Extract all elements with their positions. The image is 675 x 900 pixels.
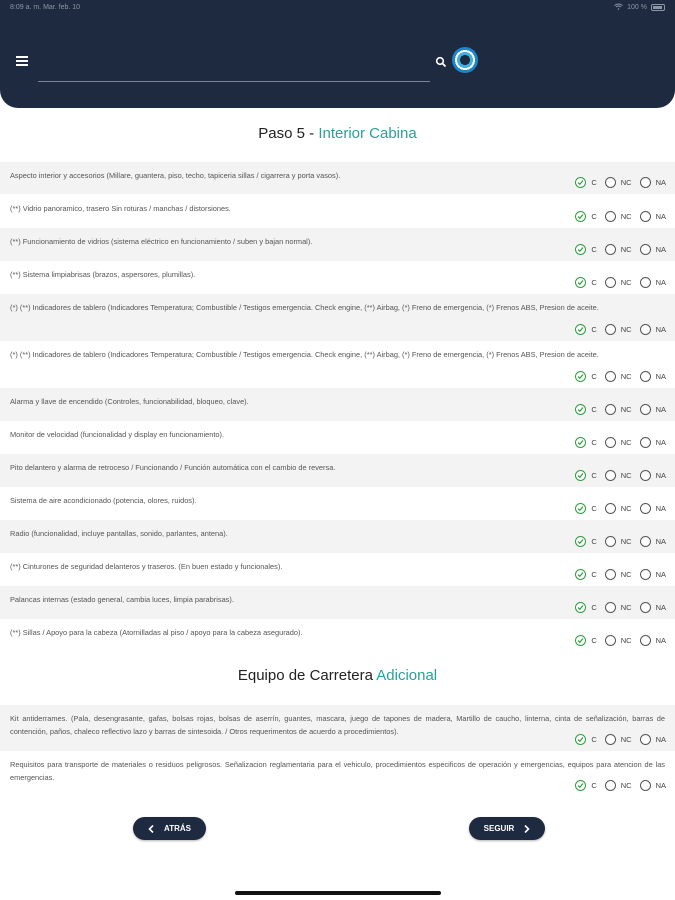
checklist-row: [0, 195, 675, 228]
radio-label-nc: NC: [620, 212, 632, 221]
radio-unchecked-icon[interactable]: [640, 437, 651, 448]
radio-checked-icon[interactable]: [575, 371, 586, 382]
radio-unchecked-icon[interactable]: [605, 277, 616, 288]
radio-label-na: NA: [655, 178, 666, 187]
radio-group: [567, 211, 666, 222]
wifi-icon: [614, 3, 623, 12]
radio-label-nc: NC: [620, 570, 632, 579]
radio-label-c: C: [591, 537, 597, 546]
radio-checked-icon[interactable]: [575, 244, 586, 255]
checklist-item-text: Radio (funcionalidad, incluye pantallas, sonido, parlantes, antena).: [10, 529, 228, 538]
radio-label-nc: NC: [620, 438, 632, 447]
radio-option-nc[interactable]: [605, 371, 632, 382]
search-icon[interactable]: [435, 56, 447, 68]
radio-label-nc: NC: [620, 735, 632, 744]
radio-checked-icon[interactable]: [575, 177, 586, 188]
radio-option-na[interactable]: [640, 734, 666, 745]
radio-option-nc[interactable]: [605, 780, 632, 791]
radio-label-na: NA: [655, 372, 666, 381]
checklist-row: [0, 487, 675, 520]
radio-label-na: NA: [655, 245, 666, 254]
checklist-row: [0, 520, 675, 553]
checklist-row: [0, 294, 675, 341]
radio-option-c[interactable]: [575, 734, 596, 745]
checklist-item-text: Requisitos para transporte de materiales o residuos peligrosos. Señalizacion reglamentaria para el vehiculo, procedimientos especificos de operación y emergencias, equipos para atencion de las emergencias.: [10, 760, 665, 782]
radio-option-nc[interactable]: [605, 470, 632, 481]
radio-option-nc[interactable]: [605, 602, 632, 613]
radio-option-na[interactable]: [640, 470, 666, 481]
radio-option-nc[interactable]: [605, 437, 632, 448]
radio-label-nc: NC: [620, 504, 632, 513]
checklist-row: [0, 586, 675, 619]
next-button-label: SEGUIR: [483, 824, 515, 833]
battery-icon: [651, 4, 665, 11]
radio-unchecked-icon[interactable]: [605, 569, 616, 580]
radio-unchecked-icon[interactable]: [640, 470, 651, 481]
radio-label-na: NA: [655, 212, 666, 221]
radio-unchecked-icon[interactable]: [640, 503, 651, 514]
radio-label-c: C: [591, 636, 597, 645]
radio-option-c[interactable]: [575, 635, 596, 646]
radio-option-na[interactable]: [640, 635, 666, 646]
extra-section-title: [0, 667, 675, 684]
radio-unchecked-icon[interactable]: [605, 470, 616, 481]
radio-unchecked-icon[interactable]: [640, 602, 651, 613]
checklist-row: [0, 388, 675, 421]
menu-icon[interactable]: [16, 56, 28, 66]
radio-option-na[interactable]: [640, 244, 666, 255]
checklist-row: [0, 553, 675, 586]
checklist-item-text: Aspecto interior y accesorios (Millare, guantera, piso, techo, tapiceria sillas / cigarrera y porta vasos).: [10, 171, 341, 180]
radio-option-c[interactable]: [575, 404, 596, 415]
radio-label-na: NA: [655, 438, 666, 447]
radio-option-c[interactable]: [575, 602, 596, 613]
radio-group: [567, 177, 666, 188]
checklist-row: [0, 751, 675, 797]
radio-label-c: C: [591, 781, 597, 790]
checklist-item-text: (**) Cinturones de seguridad delanteros y traseros. (En buen estado y funcionales).: [10, 562, 283, 571]
radio-group: [567, 437, 666, 448]
radio-group: [567, 635, 666, 646]
radio-option-nc[interactable]: [605, 536, 632, 547]
radio-group: [567, 277, 666, 288]
brand-logo[interactable]: [452, 47, 478, 73]
radio-unchecked-icon[interactable]: [605, 211, 616, 222]
radio-unchecked-icon[interactable]: [640, 569, 651, 580]
radio-group: [567, 569, 666, 580]
radio-option-c[interactable]: [575, 277, 596, 288]
radio-label-na: NA: [655, 570, 666, 579]
checklist-row: [0, 162, 675, 194]
back-button-label: ATRÁS: [164, 824, 191, 833]
radio-label-nc: NC: [620, 471, 632, 480]
radio-unchecked-icon[interactable]: [605, 177, 616, 188]
radio-option-na[interactable]: [640, 780, 666, 791]
radio-label-nc: NC: [620, 405, 632, 414]
radio-label-c: C: [591, 212, 597, 221]
radio-unchecked-icon[interactable]: [640, 536, 651, 547]
radio-option-nc[interactable]: [605, 635, 632, 646]
radio-option-nc[interactable]: [605, 277, 632, 288]
checklist-item-text: (*) (**) Indicadores de tablero (Indicadores Temperatura; Combustible / Testigos emergencia. Check engine, (**) Airbag, (*) Freno de emergencia, (*) Frenos ABS, Presion de aceite.: [10, 350, 599, 359]
radio-unchecked-icon[interactable]: [605, 324, 616, 335]
radio-option-nc[interactable]: [605, 177, 632, 188]
status-time: 8:09 a. m. Mar. feb. 10: [10, 4, 81, 11]
radio-label-c: C: [591, 372, 597, 381]
radio-label-na: NA: [655, 504, 666, 513]
radio-label-c: C: [591, 325, 597, 334]
checklist-item-text: Palancas internas (estado general, cambia luces, limpia parabrisas).: [10, 595, 234, 604]
checklist-item-text: Pito delantero y alarma de retroceso / Funcionando / Función automática con el cambio de reversa.: [10, 463, 336, 472]
radio-label-na: NA: [655, 325, 666, 334]
checklist-item-text: Kit antiderrames. (Pala, desengrasante, gafas, bolsas rojas, bolsas de aserrín, guantes, mascara, juego de tapones de madera, Martillo de caucho, linterna, cinta de señalización, barras de contención, paños, chaleco reflectivo lazo y barras de sintesoida. / Otros requerimentos de acuerdo a procedimientos).: [10, 714, 665, 736]
radio-unchecked-icon[interactable]: [640, 371, 651, 382]
extra-title-prefix: Equipo de Carretera: [237, 667, 377, 684]
radio-option-na[interactable]: [640, 324, 666, 335]
radio-option-c[interactable]: [575, 503, 596, 514]
radio-option-c[interactable]: [575, 177, 596, 188]
radio-label-c: C: [591, 471, 597, 480]
radio-group: [567, 404, 666, 415]
radio-checked-icon[interactable]: [575, 503, 586, 514]
radio-group: [567, 371, 666, 382]
checklist-row: [0, 454, 675, 487]
radio-unchecked-icon[interactable]: [605, 536, 616, 547]
radio-option-c[interactable]: [575, 536, 596, 547]
radio-label-c: C: [591, 178, 597, 187]
radio-label-c: C: [591, 504, 597, 513]
radio-option-na[interactable]: [640, 277, 666, 288]
radio-label-c: C: [591, 438, 597, 447]
status-right: [614, 3, 665, 12]
radio-option-na[interactable]: [640, 503, 666, 514]
radio-label-na: NA: [655, 471, 666, 480]
radio-label-na: NA: [655, 405, 666, 414]
radio-checked-icon[interactable]: [575, 635, 586, 646]
radio-option-na[interactable]: [640, 437, 666, 448]
radio-group: [567, 780, 666, 791]
radio-option-nc[interactable]: [605, 324, 632, 335]
step-title: [0, 125, 675, 142]
checklist-item-text: (**) Sillas / Apoyo para la cabeza (Atornilladas al piso / apoyo para la cabeza asegurado).: [10, 628, 303, 637]
radio-option-nc[interactable]: [605, 244, 632, 255]
radio-unchecked-icon[interactable]: [640, 404, 651, 415]
radio-label-c: C: [591, 245, 597, 254]
radio-option-c[interactable]: [575, 371, 596, 382]
checklist-item-text: (**) Vidrio panoramico, trasero Sin roturas / manchas / distorsiones.: [10, 204, 231, 213]
checklist-item-text: (**) Funcionamiento de vidrios (sistema eléctrico en funcionamiento / suben y bajan normal).: [10, 237, 313, 246]
radio-label-c: C: [591, 405, 597, 414]
app-header: [0, 0, 675, 108]
radio-label-nc: NC: [620, 372, 632, 381]
radio-checked-icon[interactable]: [575, 324, 586, 335]
checklist-item-text: Alarma y llave de encendido (Controles, funcionabilidad, bloqueo, clave).: [10, 397, 249, 406]
radio-option-c[interactable]: [575, 470, 596, 481]
radio-group: [567, 602, 666, 613]
radio-label-nc: NC: [620, 781, 632, 790]
radio-group: [567, 734, 666, 745]
radio-label-nc: NC: [620, 537, 632, 546]
radio-option-nc[interactable]: [605, 569, 632, 580]
radio-checked-icon[interactable]: [575, 602, 586, 613]
radio-unchecked-icon[interactable]: [640, 635, 651, 646]
radio-group: [567, 244, 666, 255]
radio-unchecked-icon[interactable]: [605, 371, 616, 382]
radio-unchecked-icon[interactable]: [605, 602, 616, 613]
radio-label-nc: NC: [620, 325, 632, 334]
radio-checked-icon[interactable]: [575, 470, 586, 481]
radio-unchecked-icon[interactable]: [640, 780, 651, 791]
checklist-item-text: Monitor de velocidad (funcionalidad y display en funcionamiento).: [10, 430, 225, 439]
radio-label-na: NA: [655, 537, 666, 546]
radio-label-nc: NC: [620, 245, 632, 254]
checklist-row: [0, 705, 675, 751]
radio-group: [567, 324, 666, 335]
radio-label-na: NA: [655, 735, 666, 744]
radio-unchecked-icon[interactable]: [605, 503, 616, 514]
radio-unchecked-icon[interactable]: [605, 734, 616, 745]
radio-label-c: C: [591, 570, 597, 579]
chevron-right-icon: [524, 825, 530, 833]
radio-option-na[interactable]: [640, 177, 666, 188]
radio-checked-icon[interactable]: [575, 780, 586, 791]
radio-label-na: NA: [655, 603, 666, 612]
radio-unchecked-icon[interactable]: [605, 404, 616, 415]
radio-unchecked-icon[interactable]: [605, 244, 616, 255]
checklist-item-text: (**) Sistema limpiabrisas (brazos, aspersores, plumillas).: [10, 270, 196, 279]
back-button[interactable]: [133, 817, 206, 840]
radio-option-c[interactable]: [575, 324, 596, 335]
checklist-row: [0, 261, 675, 294]
radio-option-c[interactable]: [575, 780, 596, 791]
radio-option-c[interactable]: [575, 211, 596, 222]
extra-title-accent: Adicional: [376, 667, 438, 684]
radio-checked-icon[interactable]: [575, 211, 586, 222]
checklist-row: [0, 619, 675, 652]
radio-label-c: C: [591, 735, 597, 744]
radio-option-na[interactable]: [640, 569, 666, 580]
radio-option-na[interactable]: [640, 404, 666, 415]
radio-option-na[interactable]: [640, 371, 666, 382]
radio-checked-icon[interactable]: [575, 277, 586, 288]
checklist-row: [0, 228, 675, 261]
radio-option-nc[interactable]: [605, 211, 632, 222]
checklist-item-text: (*) (**) Indicadores de tablero (Indicadores Temperatura; Combustible / Testigos emergencia. Check engine, (**) Airbag, (*) Freno de emergencia, (*) Frenos ABS, Presion de aceite.: [10, 303, 599, 312]
radio-label-nc: NC: [620, 636, 632, 645]
radio-label-nc: NC: [620, 603, 632, 612]
radio-group: [567, 536, 666, 547]
radio-unchecked-icon[interactable]: [605, 437, 616, 448]
search-input[interactable]: [38, 52, 430, 82]
radio-group: [567, 503, 666, 514]
radio-unchecked-icon[interactable]: [640, 277, 651, 288]
radio-label-nc: NC: [620, 178, 632, 187]
step-title-accent: Interior Cabina: [318, 125, 417, 142]
radio-label-c: C: [591, 603, 597, 612]
radio-option-nc[interactable]: [605, 404, 632, 415]
radio-unchecked-icon[interactable]: [640, 324, 651, 335]
radio-label-c: C: [591, 278, 597, 287]
radio-checked-icon[interactable]: [575, 404, 586, 415]
radio-option-c[interactable]: [575, 437, 596, 448]
radio-option-na[interactable]: [640, 602, 666, 613]
radio-option-c[interactable]: [575, 244, 596, 255]
radio-checked-icon[interactable]: [575, 734, 586, 745]
battery-percent: 100 %: [627, 4, 647, 11]
radio-unchecked-icon[interactable]: [640, 177, 651, 188]
home-indicator: [235, 891, 441, 895]
radio-checked-icon[interactable]: [575, 536, 586, 547]
radio-option-nc[interactable]: [605, 503, 632, 514]
radio-checked-icon[interactable]: [575, 569, 586, 580]
step-title-prefix: Paso 5 -: [258, 125, 319, 142]
radio-label-na: NA: [655, 278, 666, 287]
radio-unchecked-icon[interactable]: [640, 211, 651, 222]
next-button[interactable]: [469, 817, 545, 840]
radio-option-c[interactable]: [575, 569, 596, 580]
checklist-row: [0, 341, 675, 388]
radio-checked-icon[interactable]: [575, 437, 586, 448]
radio-unchecked-icon[interactable]: [605, 780, 616, 791]
radio-label-na: NA: [655, 781, 666, 790]
checklist-row: [0, 421, 675, 454]
radio-group: [567, 470, 666, 481]
radio-label-nc: NC: [620, 278, 632, 287]
radio-unchecked-icon[interactable]: [640, 244, 651, 255]
radio-unchecked-icon[interactable]: [605, 635, 616, 646]
radio-unchecked-icon[interactable]: [640, 734, 651, 745]
radio-option-nc[interactable]: [605, 734, 632, 745]
radio-label-na: NA: [655, 636, 666, 645]
radio-option-na[interactable]: [640, 536, 666, 547]
chevron-left-icon: [148, 825, 154, 833]
radio-option-na[interactable]: [640, 211, 666, 222]
checklist-item-text: Sistema de aire acondicionado (potencia, olores, ruidos).: [10, 496, 197, 505]
